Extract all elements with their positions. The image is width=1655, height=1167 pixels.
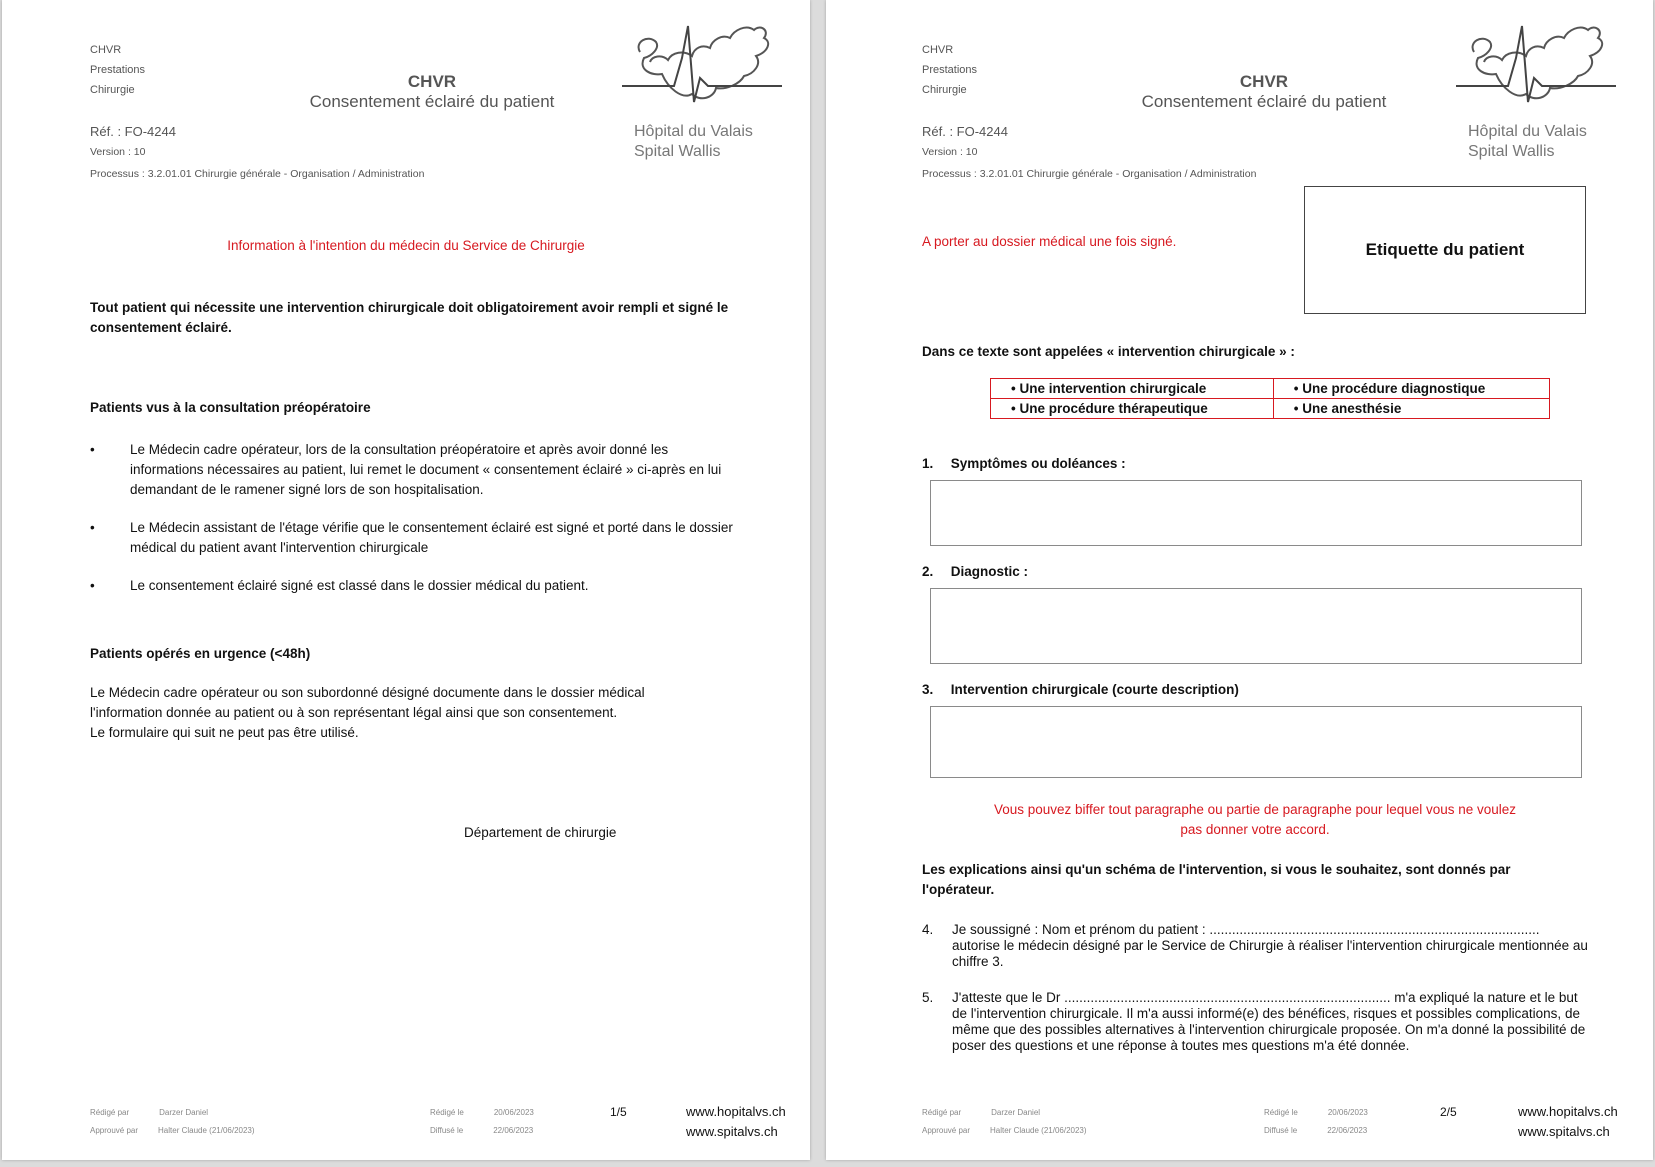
header-version: Version : 10 bbox=[90, 146, 146, 158]
item-text: Je soussigné : Nom et prénom du patient : ........................................................................................ autorise le médecin désigné par le Service de Chirurgie à réaliser l'intervention chirurgicale mentionnée au chiffre 3. bbox=[952, 922, 1588, 969]
definition-item: Une procédure thérapeutique bbox=[1019, 401, 1208, 416]
question-label: Diagnostic : bbox=[950, 564, 1029, 579]
footer-authors bbox=[90, 1104, 255, 1140]
header-dept: Chirurgie bbox=[922, 84, 967, 96]
footer-websites bbox=[686, 1102, 786, 1142]
info-heading: Information à l'intention du médecin du Service de Chirurgie bbox=[227, 238, 585, 253]
footer-value: Halter Claude (21/06/2023) bbox=[158, 1126, 255, 1135]
document-page-1 bbox=[2, 0, 810, 1160]
item-text: J'atteste que le Dr ....................................................................................... m'a expliqué la nature et le but de l'intervention chirurgicale. Il m'a aussi informé(e) des bénéfices, risques et possibles complications, de même que des possibles alternatives à l'intervention chirurgicale proposée. On m'a donné la possibilité de poser des questions et une réponse à toutes mes questions m'a été donnée. bbox=[952, 990, 1586, 1053]
website-link[interactable]: www.spitalvs.ch bbox=[1518, 1124, 1610, 1139]
website-link[interactable]: www.hopitalvs.ch bbox=[1518, 1104, 1618, 1119]
intervention-input[interactable] bbox=[930, 706, 1582, 778]
footer-label: Rédigé par bbox=[90, 1108, 130, 1117]
question-diagnostic bbox=[922, 562, 1028, 582]
header-title: Consentement éclairé du patient bbox=[1141, 92, 1387, 111]
header-title-org: CHVR bbox=[407, 72, 457, 91]
section-title-preop: Patients vus à la consultation préopératoire bbox=[90, 400, 371, 415]
definition-item: Une anesthésie bbox=[1302, 401, 1402, 416]
section-title-urgence: Patients opérés en urgence (<48h) bbox=[90, 646, 311, 661]
list-item: • Le Médecin cadre opérateur, lors de la consultation préopératoire et après avoir donné les informations nécessaires au patient, lui remet le document « consentement éclairé » ci-après en lui demandant de le ramener signé lors de son hospitalisation. bbox=[90, 440, 740, 500]
definition-intro: Dans ce texte sont appelées « intervention chirurgicale » : bbox=[922, 344, 1295, 359]
explanations-paragraph: Les explications ainsi qu'un schéma de l'intervention, si vous le souhaitez, sont donnés par l'opérateur. bbox=[922, 862, 1511, 897]
department-signature: Département de chirurgie bbox=[464, 825, 617, 840]
warning-line: Vous pouvez biffer tout paragraphe ou partie de paragraphe pour lequel vous ne voulez bbox=[993, 802, 1517, 817]
question-symptoms bbox=[922, 454, 1126, 474]
warning-line: pas donner votre accord. bbox=[1180, 822, 1330, 837]
footer-label: Diffusé le bbox=[430, 1126, 464, 1135]
header-title-block bbox=[262, 72, 602, 112]
footer-value: 22/06/2023 bbox=[1327, 1126, 1368, 1135]
header-meta-left bbox=[922, 40, 977, 100]
header-org: CHVR bbox=[90, 44, 122, 56]
logo-line-2: Spital Wallis bbox=[634, 143, 721, 160]
list-item: • Le Médecin assistant de l'étage vérifie que le consentement éclairé est signé et porté dans le dossier médical du patient avant l'intervention chirurgicale bbox=[90, 518, 740, 558]
question-label: Symptômes ou doléances : bbox=[950, 456, 1126, 471]
hospital-logo-icon bbox=[1456, 18, 1616, 118]
definitions-table bbox=[990, 378, 1550, 419]
patient-label-box: Etiquette du patient bbox=[1304, 186, 1586, 314]
consent-item-5 bbox=[922, 990, 1588, 1054]
header-ref: Réf. : FO-4244 bbox=[922, 124, 1008, 139]
document-page-2 bbox=[826, 0, 1653, 1160]
footer-value: 20/06/2023 bbox=[1327, 1108, 1368, 1117]
footer-authors bbox=[922, 1104, 1087, 1140]
urgence-paragraph bbox=[90, 683, 770, 743]
logo-line-1: Hôpital du Valais bbox=[634, 123, 753, 140]
item-number: 4. bbox=[922, 922, 934, 937]
hospital-logo-icon bbox=[622, 18, 782, 118]
header-ref: Réf. : FO-4244 bbox=[90, 124, 176, 139]
logo-line-2: Spital Wallis bbox=[1468, 143, 1555, 160]
footer-websites bbox=[1518, 1102, 1618, 1142]
footer-label: Approuvé par bbox=[922, 1126, 971, 1135]
logo-line-1: Hôpital du Valais bbox=[1468, 123, 1587, 140]
consent-item-4 bbox=[922, 922, 1588, 970]
intro-paragraph: Tout patient qui nécessite une intervention chirurgicale doit obligatoirement avoir rempli et signé le consentement éclairé. bbox=[90, 300, 729, 335]
footer-value: 20/06/2023 bbox=[493, 1108, 534, 1117]
footer-value: 22/06/2023 bbox=[493, 1126, 534, 1135]
page-number: 1/5 bbox=[610, 1105, 627, 1119]
footer-label: Diffusé le bbox=[1264, 1126, 1298, 1135]
header-title-block bbox=[1094, 72, 1434, 112]
footer-dates bbox=[1264, 1104, 1368, 1140]
footer-label: Rédigé le bbox=[430, 1108, 464, 1117]
header-title-org: CHVR bbox=[1239, 72, 1289, 91]
website-link[interactable]: www.hopitalvs.ch bbox=[686, 1104, 786, 1119]
dossier-notice: A porter au dossier médical une fois signé. bbox=[922, 234, 1177, 249]
footer-value: Halter Claude (21/06/2023) bbox=[990, 1126, 1087, 1135]
header-process: Processus : 3.2.01.01 Chirurgie générale - Organisation / Administration bbox=[922, 168, 1257, 180]
item-number: 5. bbox=[922, 990, 934, 1005]
strike-warning bbox=[922, 800, 1588, 840]
table-cell: • Une intervention chirurgicale bbox=[991, 379, 1274, 399]
diagnostic-input[interactable] bbox=[930, 588, 1582, 664]
footer-value: Darzer Daniel bbox=[159, 1108, 209, 1117]
urgence-line: Le Médecin cadre opérateur ou son subordonné désigné documente dans le dossier médical bbox=[90, 685, 645, 700]
definition-item: Une procédure diagnostique bbox=[1302, 381, 1486, 396]
footer-value: Darzer Daniel bbox=[991, 1108, 1041, 1117]
header-org: CHVR bbox=[922, 44, 954, 56]
footer-label: Rédigé par bbox=[922, 1108, 962, 1117]
preop-bullet-list bbox=[90, 440, 740, 614]
header-title: Consentement éclairé du patient bbox=[309, 92, 555, 111]
urgence-line: Le formulaire qui suit ne peut pas être utilisé. bbox=[90, 725, 359, 740]
footer-dates bbox=[430, 1104, 534, 1140]
table-cell: • Une procédure diagnostique bbox=[1273, 379, 1549, 399]
urgence-line: l'information donnée au patient ou à son représentant légal ainsi que son consentement. bbox=[90, 705, 618, 720]
hospital-logo-text bbox=[634, 122, 753, 162]
header-service: Prestations bbox=[90, 64, 146, 76]
page-number: 2/5 bbox=[1440, 1105, 1457, 1119]
hospital-logo-text bbox=[1468, 122, 1587, 162]
table-cell: • Une anesthésie bbox=[1273, 399, 1549, 419]
definition-item: Une intervention chirurgicale bbox=[1019, 381, 1207, 396]
question-number: 3. bbox=[922, 682, 934, 697]
header-meta-left bbox=[90, 40, 145, 100]
table-cell: • Une procédure thérapeutique bbox=[991, 399, 1274, 419]
list-item: • Le consentement éclairé signé est classé dans le dossier médical du patient. bbox=[90, 576, 740, 596]
footer-label: Rédigé le bbox=[1264, 1108, 1298, 1117]
question-label: Intervention chirurgicale (courte description) bbox=[950, 682, 1239, 697]
header-process: Processus : 3.2.01.01 Chirurgie générale - Organisation / Administration bbox=[90, 168, 425, 180]
question-number: 2. bbox=[922, 564, 934, 579]
header-service: Prestations bbox=[922, 64, 978, 76]
symptoms-input[interactable] bbox=[930, 480, 1582, 546]
header-dept: Chirurgie bbox=[90, 84, 135, 96]
question-intervention bbox=[922, 680, 1239, 700]
footer-label: Approuvé par bbox=[90, 1126, 139, 1135]
header-version: Version : 10 bbox=[922, 146, 978, 158]
website-link[interactable]: www.spitalvs.ch bbox=[686, 1124, 778, 1139]
question-number: 1. bbox=[922, 456, 934, 471]
